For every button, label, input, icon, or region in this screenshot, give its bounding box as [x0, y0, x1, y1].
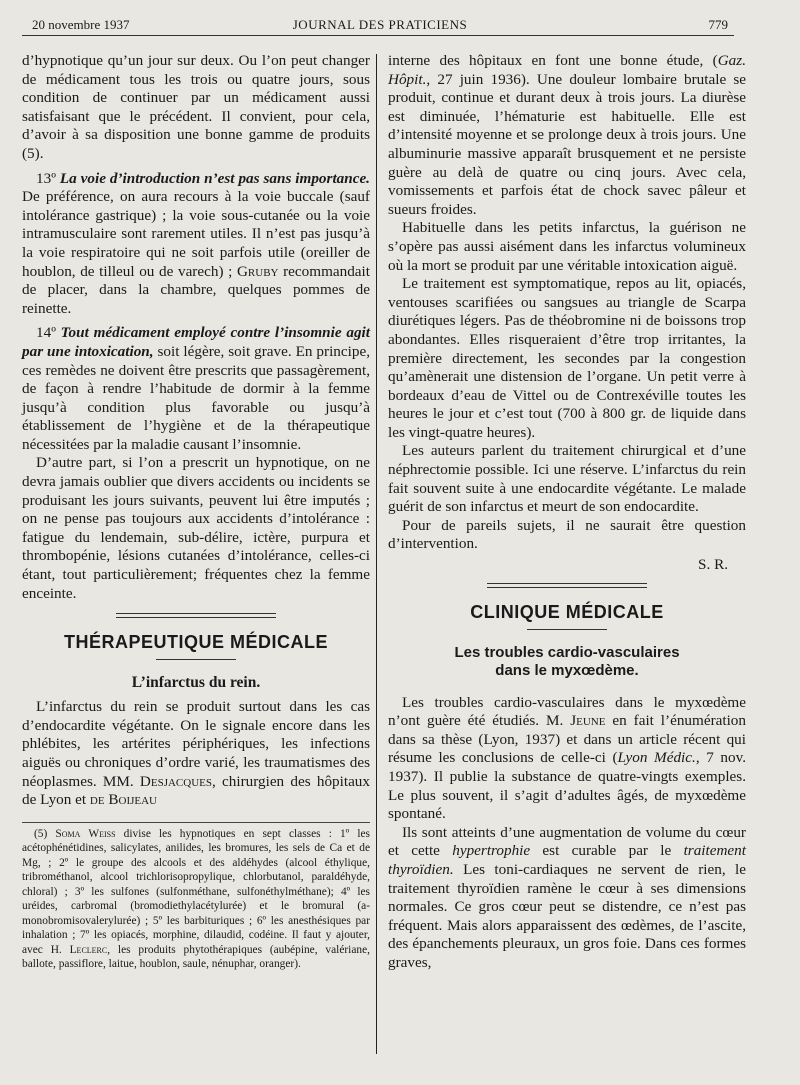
author-gruby: Gruby: [236, 262, 279, 280]
infarctus-text-b: chirurgien des hôpitaux de Lyon et: [22, 772, 370, 809]
section-title-clinique: CLINIQUE MÉDICALE: [470, 601, 664, 622]
point-14-title: Tout médicament employé contre l’insomnie agit par une intoxication,: [22, 324, 370, 360]
paragraph-treatment: Le traitement est symptomatique, repos au lit, opiacés, ventouses scarifiées ou sangsues au triangle de Scarpa diurétiques légers. Pas de théobromine ni de boissons trop abondantes. Elles risqueraient d’être trop irritantes, la première directement, les secondes par la congestion qu’amènerait une distension de l’organe. Un petit verre à bordeaux d’eau de Vittel ou de Contrexéville toutes les heures le jour et c’est tout (700 à 800 gr. de liquide dans les vingt-quatre heures).: [388, 275, 746, 441]
footnote-marker: (5): [34, 827, 56, 840]
section-title-therapeutique: THÉRAPEUTIQUE MÉDICALE: [63, 632, 328, 653]
page-number: 779: [708, 17, 728, 32]
article-title-line-1: Les troubles cardio-vasculaires: [454, 643, 680, 661]
paragraph-point-14: [22, 324, 370, 454]
citation-lyon-medic: Lyon Médic.: [617, 749, 696, 767]
point-13-number: 13º: [36, 169, 60, 187]
paragraph-healing: Habituelle dans les petits infarctus, la guérison ne s’opère pas aussi aisément dans les infarctus volumineux où la mort se produit par une véritable intoxication aiguë.: [388, 219, 746, 274]
hyper-text-c: Les toni-cardiaques ne servent de rien, le traitement thyroïdien ramène le cœur à ses dimensions normales. Ce gros cœur peut se distendre, ce n’est pas fréquent. Mais alors apparaissent des œdèmes, de l’ascite, des épanchements pleuraux, un gros foie. Dans ces formes graves,: [388, 860, 746, 971]
article-title-myxoedeme: [388, 644, 746, 680]
paragraph-hypertrophy: [388, 824, 746, 973]
point-13-title: La voie d’introduction n’est pas sans importance.: [59, 169, 370, 187]
paragraph-infarctus-intro: [22, 698, 370, 810]
paragraph-myxoedeme-intro: [388, 694, 746, 824]
paragraph-no-intervention: Pour de pareils sujets, il ne saurait être question d’intervention.: [388, 516, 746, 553]
footnote-rule: [22, 822, 370, 823]
hyper-text-b: est curable par le: [530, 842, 684, 860]
left-column: [22, 52, 370, 972]
symptoms-text-b: , 27 juin 1936). Une douleur lombaire brutale se produit, continue et durant deux à trois jours. La diurèse est diminuée, l’hématurie est habituelle. Elle est d’intensité moyenne et se prolonge deux à trois jours. Une albuminurie massive apparaît brusquement et ne persiste guère au delà de quatre ou cinq jours. Avec cela, vomissements et parfois état de chock savec pâleur et sueurs froides.: [388, 70, 746, 218]
section-separator: [116, 613, 276, 618]
right-column: [388, 52, 746, 973]
footnote-text-b: , les produits phytothérapiques (aubépine, valériane, ballote, passiflore, laitue, houblon, saule, nénuphar, oranger).: [22, 943, 370, 971]
author-jeune: Jeune: [570, 712, 606, 730]
author-leclerc: Leclerc: [69, 943, 108, 956]
issue-date: 20 novembre 1937: [32, 17, 130, 32]
point-14-text: soit légère, soit grave. En principe, ces remèdes ne doivent être prescrits que passagèrement, de façon à rendre l’habitude de dormir à la femme jusqu’à condition plus favorable ou jusqu’à établissement de l’hygiène et de la thérapeutique nécessitées par la maladie causant l’insomnie.: [22, 342, 370, 453]
point-13-text-a: De préférence, on aura recours à la voie buccale (sauf intolérance gastrique) ; la voie sous-cutanée ou la voie intramusculaire sont rarement utiles. Il n’est pas jusqu’à la voie respiratoire qui ne soit parfois utile (oreiller de houblon, de tilleul ou de varech) ;: [22, 188, 370, 280]
infarctus-text-a: L’infarctus du rein se produit surtout dans les cas d’endocardite végétante. On le signale encore dans les phlébites, les artérites périphériques, les infections aiguës ou chroniques d’ordre varié, les traumatismes des néoplasmes. MM.: [22, 698, 370, 790]
section-title-rule: [156, 659, 236, 660]
point-14-number: 14º: [36, 324, 61, 342]
journal-title: JOURNAL DES PRATICIENS: [292, 17, 468, 32]
page-header: [30, 14, 730, 36]
symptoms-text-a: interne des hôpitaux en font une bonne étude, (: [388, 52, 718, 69]
myxo-text-c: , 7 nov. 1937). Il publie la substance de quatre-vingts exemples. Le plus souvent, il s’agit d’adultes âgés, de myxœdème spontané.: [388, 749, 747, 823]
paragraph-surgery: Les auteurs parlent du traitement chirurgical et d’une néphrectomie possible. Ici une réserve. L’infarctus du rein fait souvent suite à une endocardite végétante. Le malade guérit de son infarctus et meurt de son endocardite.: [388, 442, 746, 516]
paragraph-infarctus-symptoms: [388, 52, 746, 219]
section-title-rule-right: [527, 629, 607, 630]
paragraph-hypnotic-rotation: d’hypnotique qu’un jour sur deux. Ou l’on peut changer de médicament tous les trois ou quatre jours, sous condition de continuer par un médicament aussi satisfaisant que le précédent. Il convient, pour cela, d’avoir à sa disposition une bonne gamme de produits (5).: [22, 52, 370, 162]
article-title-infarctus: L’infarctus du rein.: [131, 674, 261, 692]
author-desjacques: Desjacques,: [139, 772, 216, 790]
header-rule: [22, 35, 734, 36]
column-divider: [376, 54, 377, 1054]
author-soma-weiss: Soma Weiss: [55, 827, 116, 840]
article-title-line-2: dans le myxœdème.: [495, 661, 639, 679]
footnote-5: [22, 827, 370, 972]
author-signature: S. R.: [698, 556, 728, 574]
term-hypertrophie: hypertrophie: [452, 842, 531, 860]
hyper-text-a: Ils sont atteints d’une augmentation de volume du cœur et cette: [388, 823, 746, 860]
footnote-text-a: divise les hypnotiques en sept classes : 1º les acétophénétidines, salicylates, anilides, les bromures, les sels de Ca et de Mg, ; 2º le groupe des alcools et des aldéhydes (alcool éthylique, tribrométhanol, alcool trichlorisopropylique, chlorbutanol, paraldéhyde, chloral) ; 3º les sulfones (sulfonméthane, sulfonéthylméthane); 4º les uréides, carbromal (bromodiethylacétylurée) et le bromural (a-monobromisovalerylurée) ; 5º les barbituriques ; 6º les anesthésiques par inhalation ; 7º les opiacés, morphine, dilaudid, codéine. Il faut y ajouter, avec H.: [22, 827, 370, 956]
citation-gaz-hopit: Gaz. Hôpit.: [388, 52, 746, 88]
myxo-text-b: en fait l’énumération dans sa thèse (Lyon, 1937) et dans un article récent qui résume les conclusions de celle-ci (: [388, 712, 746, 767]
paragraph-point-13: [22, 170, 370, 319]
point-13-text-b: recommandait de placer, dans la chambre, quelques pommes de reinette.: [22, 262, 370, 317]
paragraph-side-effects: D’autre part, si l’on a prescrit un hypnotique, on ne devra jamais oublier que divers accidents ou incidents se produisant les jours suivants, peuvent lui être imputés ; on ne pense pas toujours aux accidents d’intolérance : fatigue du lendemain, sub-délire, ictère, purpura et thrombopénie, lésions cutanées d’intolérance, celles-ci étant, tout particulièrement; fréquentes chez la femme enceinte.: [22, 454, 370, 602]
term-traitement-thyroidien: traitement thyroïdien.: [388, 842, 746, 878]
author-boijeau: de Boijeau: [89, 791, 157, 809]
myxo-text-a: Les troubles cardio-vasculaires dans le myxœdème n’ont guère été étudiés. M.: [388, 693, 746, 730]
section-separator-right: [487, 583, 647, 588]
